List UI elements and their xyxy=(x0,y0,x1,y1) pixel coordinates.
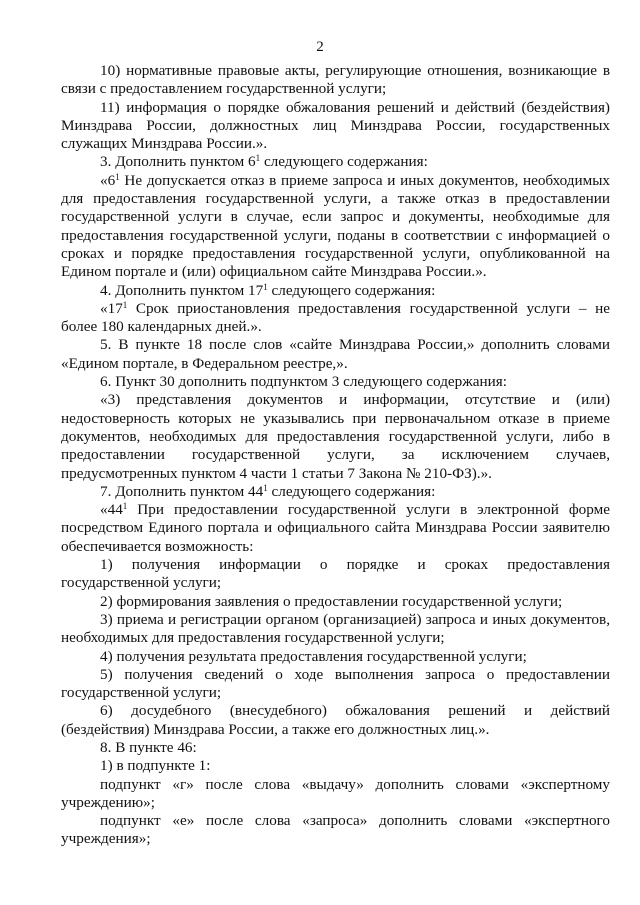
text-segment: 8. В пункте 46: xyxy=(100,738,197,756)
text-segment: Срок приостановления предоставления государственной услуги – не более 180 календарных дней.». xyxy=(61,299,610,336)
paragraph xyxy=(61,648,610,666)
text-segment: 1) в подпункте 1: xyxy=(100,757,211,775)
paragraph xyxy=(61,172,610,282)
paragraph xyxy=(61,776,610,813)
text-segment: «3) представления документов и информации, отсутствие и (или) недостоверность которых не указывались при первоначальном отказе в приеме документов, необходимых для предоставления государственной услуги, либо в предоставлении государственной услуги, за исключением случаев, предусмотренных пунктом 4 части 1 статьи 7 Закона № 210-ФЗ).». xyxy=(61,391,610,482)
text-segment: При предоставлении государственной услуги в электронной форме посредством Единого портала и официального сайта Минздрава России заявителю обеспечивается возможность: xyxy=(61,501,610,555)
superscript: 1 xyxy=(122,501,128,512)
text-segment: 3. Дополнить пунктом 6 xyxy=(100,153,256,171)
text-segment: 2) формирования заявления о предоставлении государственной услуги; xyxy=(100,592,563,610)
text-segment: 4) получения результата предоставления государственной услуги; xyxy=(100,647,527,665)
text-segment: 3) приема и регистрации органом (организацией) запроса и иных документов, необходимых для предоставления государственной услуги; xyxy=(61,610,610,647)
paragraph xyxy=(61,483,610,501)
paragraph xyxy=(61,702,610,739)
document-body xyxy=(61,62,610,849)
superscript: 1 xyxy=(115,171,120,182)
paragraph xyxy=(61,593,610,611)
superscript: 1 xyxy=(122,299,128,310)
paragraph xyxy=(61,611,610,648)
text-segment: «17 xyxy=(100,299,123,317)
text-segment: Не допускается отказ в приеме запроса и иных документов, необходимых для предоставления государственной услуги, а также отказ в предоставлении государственной услуги в случае, если запрос и документы, необходимые для предоставления государственной услуги, поданы в соответствии с информацией о сроках и порядке предоставления государственной услуги, опубликованной на Едином портале и (или) официальном сайте Минздрава России.». xyxy=(61,171,610,281)
paragraph xyxy=(61,757,610,775)
text-segment: 5) получения сведений о ходе выполнения запроса о предоставлении государственной услуги; xyxy=(61,665,610,702)
superscript: 1 xyxy=(263,482,268,493)
text-segment: «6 xyxy=(100,171,116,189)
paragraph xyxy=(61,812,610,849)
text-segment: подпункт «г» после слова «выдачу» дополнить словами «экспертному учреждению»; xyxy=(61,775,610,811)
paragraph xyxy=(61,99,610,154)
text-segment: 4. Дополнить пунктом 17 xyxy=(100,281,264,299)
paragraph xyxy=(61,336,610,373)
superscript: 1 xyxy=(263,281,268,292)
paragraph xyxy=(61,556,610,593)
text-segment: следующего содержания: xyxy=(267,281,436,299)
paragraph xyxy=(61,282,610,300)
text-segment: следующего содержания: xyxy=(267,482,436,500)
paragraph xyxy=(61,62,610,99)
text-segment: 1) получения информации о порядке и сроках предоставления государственной услуги; xyxy=(61,556,610,592)
paragraph xyxy=(61,391,610,482)
paragraph xyxy=(61,501,610,556)
text-segment: 6. Пункт 30 дополнить подпунктом 3 следующего содержания: xyxy=(100,373,507,391)
page-number: 2 xyxy=(316,39,324,55)
superscript: 1 xyxy=(255,153,261,164)
text-segment: 5. В пункте 18 после слов «сайте Минздрава России,» дополнить словами «Едином портале, в Федеральном реестре,». xyxy=(61,336,610,372)
paragraph xyxy=(61,739,610,757)
paragraph xyxy=(61,153,610,171)
text-segment: следующего содержания: xyxy=(260,153,428,171)
paragraph xyxy=(61,300,610,337)
text-segment: подпункт «е» после слова «запроса» дополнить словами «экспертного учреждения»; xyxy=(61,812,610,848)
text-segment: 10) нормативные правовые акты, регулирующие отношения, возникающие в связи с предоставлением государственной услуги; xyxy=(61,62,610,98)
text-segment: «44 xyxy=(100,501,123,519)
text-segment: 7. Дополнить пунктом 44 xyxy=(100,482,264,500)
paragraph xyxy=(61,373,610,391)
text-segment: 6) досудебного (внесудебного) обжалования решений и действий (бездействия) Минздрава России, а также его должностных лиц.». xyxy=(61,702,610,738)
paragraph xyxy=(61,666,610,703)
text-segment: 11) информация о порядке обжалования решений и действий (бездействия) Минздрава России, должностных лиц Минздрава России, государственных служащих Минздрава России.». xyxy=(61,98,610,153)
